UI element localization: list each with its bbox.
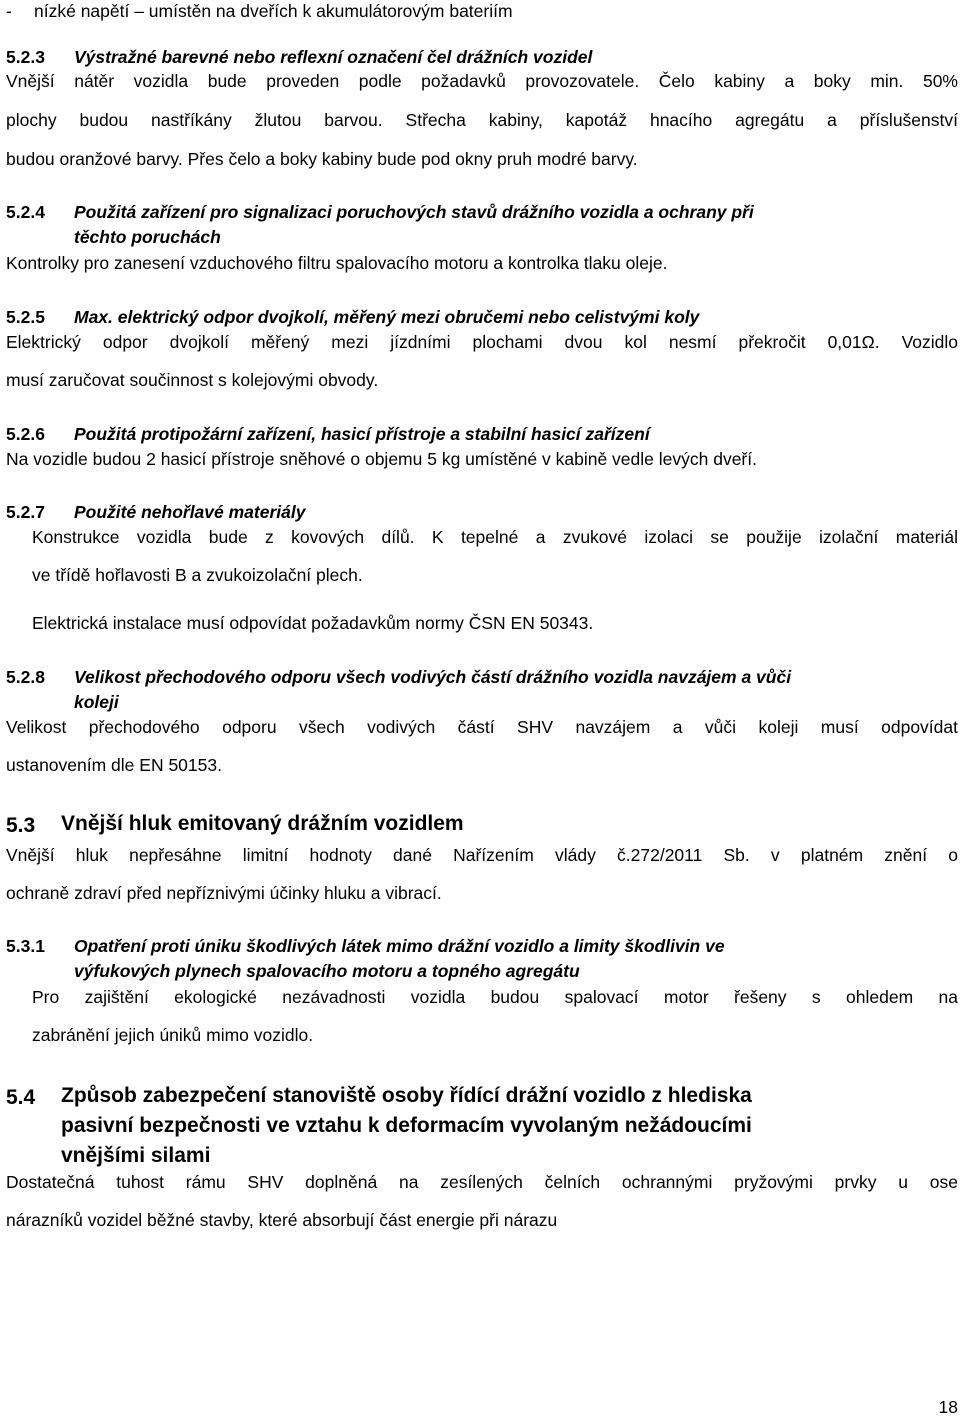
paragraph-line: Na vozidle budou 2 hasicí přístroje sněhové o objemu 5 kg umístěné v kabině vedle levých dveří. (6, 449, 757, 469)
paragraph-line: Vnější nátěr vozidla bude proveden podle požadavků provozovatele. Čelo kabiny a boky min. 50% (6, 71, 958, 91)
bullet-dash: - (6, 1, 12, 21)
paragraph-line: Velikost přechodového odporu všech vodivých částí SHV navzájem a vůči koleji musí odpovídat (6, 717, 958, 737)
section-title-line2: koleji (74, 692, 119, 712)
paragraph-line: ochraně zdraví před nepříznivými účinky hluku a vibrací. (6, 883, 442, 903)
section-number: 5.2.7 (6, 502, 45, 522)
section-title-line3: vnějšími silami (61, 1144, 211, 1167)
page-number: 18 (938, 1397, 958, 1417)
section-number: 5.2.6 (6, 424, 45, 444)
paragraph-line: Pro zajištění ekologické nezávadnosti vozidla budou spalovací motor řešeny s ohledem na (32, 987, 958, 1007)
paragraph-line: Elektrická instalace musí odpovídat požadavkům normy ČSN EN 50343. (32, 613, 594, 633)
section-number: 5.2.8 (6, 667, 45, 687)
section-title-line1: Opatření proti úniku škodlivých látek mimo drážní vozidlo a limity škodlivin ve (74, 936, 725, 956)
section-title-line1: Velikost přechodového odporu všech vodivých částí drážního vozidla navzájem a vůči (74, 667, 792, 687)
section-title-line2: výfukových plynech spalovacího motoru a topného agregátu (74, 961, 580, 981)
section-number: 5.2.5 (6, 307, 45, 327)
paragraph-line: Vnější hluk nepřesáhne limitní hodnoty dané Nařízením vlády č.272/2011 Sb. v platném znění o (6, 845, 958, 865)
paragraph-line: ve třídě hořlavosti B a zvukoizolační plech. (32, 565, 363, 585)
section-number: 5.3.1 (6, 936, 45, 956)
section-number: 5.4 (6, 1086, 36, 1109)
section-title: Použitá protipožární zařízení, hasicí přístroje a stabilní hasicí zařízení (74, 424, 650, 444)
paragraph-line: Elektrický odpor dvojkolí měřený mezi jízdními plochami dvou kol nesmí překročit 0,01Ω. Vozidlo (6, 332, 958, 352)
paragraph-line: zabránění jejich úniků mimo vozidlo. (32, 1025, 314, 1045)
section-title: Výstražné barevné nebo reflexní označení čel drážních vozidel (74, 47, 593, 67)
section-title-line1: Způsob zabezpečení stanoviště osoby řídící drážní vozidlo z hlediska (61, 1084, 752, 1107)
paragraph-line: musí zaručovat součinnost s kolejovými obvody. (6, 370, 379, 390)
paragraph-line: budou oranžové barvy. Přes čelo a boky kabiny bude pod okny pruh modré barvy. (6, 149, 638, 169)
paragraph-line: ustanovením dle EN 50153. (6, 755, 222, 775)
bullet-item (6, 0, 513, 23)
section-title-line2: těchto poruchách (74, 227, 221, 247)
paragraph-line: Dostatečná tuhost rámu SHV doplněná na zesílených čelních ochrannými pryžovými prvky u ose (6, 1172, 958, 1192)
section-number: 5.2.3 (6, 47, 45, 67)
section-title: Použité nehořlavé materiály (74, 502, 306, 522)
section-number: 5.3 (6, 814, 36, 837)
paragraph-line: Konstrukce vozidla bude z kovových dílů. K tepelné a zvukové izolaci se použije izolační materiál (32, 527, 958, 547)
section-title: Max. elektrický odpor dvojkolí, měřený mezi obručemi nebo celistvými koly (74, 307, 700, 327)
section-number: 5.2.4 (6, 202, 45, 222)
section-title: Vnější hluk emitovaný drážním vozidlem (61, 812, 464, 835)
paragraph-line: Kontrolky pro zanesení vzduchového filtru spalovacího motoru a kontrolka tlaku oleje. (6, 253, 668, 273)
paragraph-line: plochy budou nastříkány žlutou barvou. Střecha kabiny, kapotáž hnacího agregátu a příslušenství (6, 110, 958, 130)
bullet-text: nízké napětí – umístěn na dveřích k akumulátorovým bateriím (34, 1, 513, 21)
section-title-line2: pasivní bezpečnosti ve vztahu k deformacím vyvolaným nežádoucími (61, 1114, 752, 1137)
paragraph-line: nárazníků vozidel běžné stavby, které absorbují část energie při nárazu (6, 1210, 558, 1230)
section-title-line1: Použitá zařízení pro signalizaci poruchových stavů drážního vozidla a ochrany při (74, 202, 754, 222)
